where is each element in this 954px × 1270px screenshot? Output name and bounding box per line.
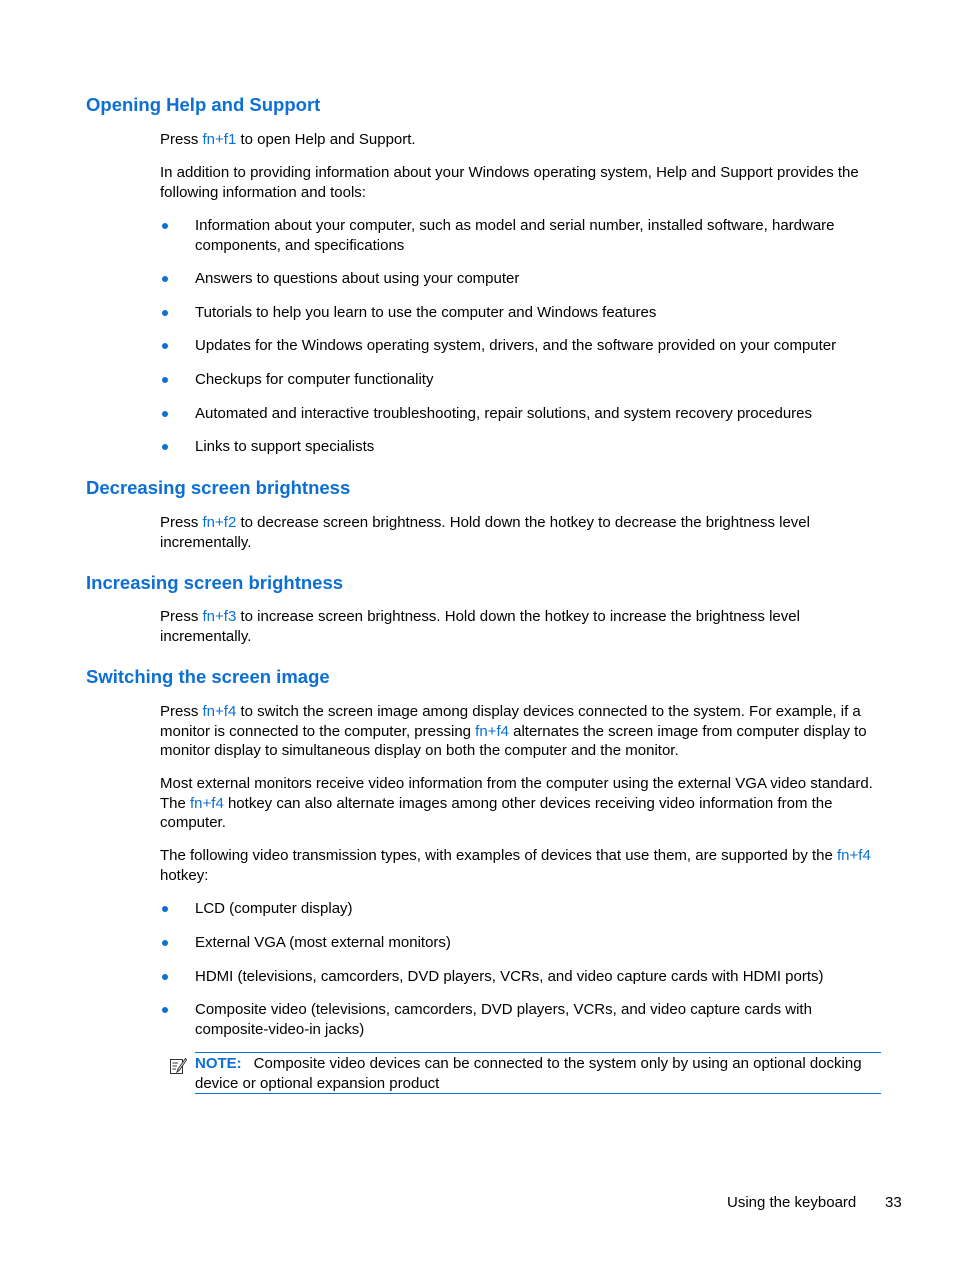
text: to increase screen brightness. Hold down the hotkey to increase the brightness level incrementally.: [160, 608, 800, 645]
help-support-intro: [160, 130, 884, 150]
list-item-text: Composite video (televisions, camcorders, DVD players, VCRs, and video capture cards with composite-video-in jacks): [195, 1001, 812, 1038]
bullet-dot-icon: [162, 411, 168, 417]
text: to open Help and Support.: [236, 131, 416, 148]
bullet-dot-icon: [162, 444, 168, 450]
list-item-text: LCD (computer display): [195, 900, 353, 917]
bullet-dot-icon: [162, 377, 168, 383]
section-heading-decrease-brightness: Decreasing screen brightness: [86, 477, 351, 498]
bullet-dot-icon: [162, 223, 168, 229]
bullet-dot-icon: [162, 940, 168, 946]
text: alternates the screen image from computer display to monitor display to simultaneous display on both the computer and the monitor.: [160, 722, 867, 759]
note-box: [195, 1052, 881, 1094]
text: to decrease screen brightness. Hold down the hotkey to decrease the brightness level incrementally.: [160, 514, 810, 551]
list-item-text: Updates for the Windows operating system, drivers, and the software provided on your computer: [195, 337, 837, 354]
hotkey-fn-f3: fn+f3: [202, 608, 237, 625]
text: Most external monitors receive video information from the computer using the external VGA video standard. The: [160, 775, 873, 812]
note-body: Composite video devices can be connected to the system only by using an optional docking device or optional expansion product: [195, 1055, 862, 1092]
hotkey-fn-f2: fn+f2: [202, 514, 237, 531]
note-label: NOTE:: [195, 1055, 242, 1072]
list-item-text: Links to support specialists: [195, 438, 375, 455]
list-item-text: Checkups for computer functionality: [195, 371, 434, 388]
text: hotkey:: [160, 866, 209, 884]
text: Press: [160, 131, 203, 148]
list-item-text: Tutorials to help you learn to use the computer and Windows features: [195, 304, 657, 321]
hotkey-fn-f1: fn+f1: [202, 131, 237, 148]
switch-screen-paragraph-2: [160, 774, 884, 833]
bullet-dot-icon: [162, 310, 168, 316]
section-heading-increase-brightness: Increasing screen brightness: [86, 572, 344, 593]
list-item-text: HDMI (televisions, camcorders, DVD players, VCRs, and video capture cards with HDMI ports): [195, 968, 824, 985]
switch-screen-paragraph-3: [160, 846, 884, 885]
bullet-dot-icon: [162, 1007, 168, 1013]
hotkey-fn-f4: fn+f4: [475, 722, 509, 740]
list-item-text: Answers to questions about using your computer: [195, 270, 520, 287]
page-number: 33: [885, 1194, 902, 1211]
bullet-dot-icon: [162, 906, 168, 912]
list-item-text: External VGA (most external monitors): [195, 934, 451, 951]
section-heading-switch-screen: Switching the screen image: [86, 666, 330, 687]
text: hotkey can also alternate images among other devices receiving video information from the computer.: [160, 794, 833, 831]
text: Press: [160, 703, 203, 720]
hotkey-fn-f4: fn+f4: [190, 794, 224, 812]
hotkey-fn-f4: fn+f4: [202, 703, 237, 720]
note-pencil-icon: [169, 1057, 187, 1075]
section-heading-help-support: Opening Help and Support: [86, 94, 321, 115]
decrease-brightness-paragraph: [160, 513, 884, 552]
text: The following video transmission types, with examples of devices that use them, are supported by the: [160, 847, 838, 864]
note-text: [195, 1054, 881, 1093]
hotkey-fn-f4: fn+f4: [837, 847, 871, 864]
help-support-paragraph: In addition to providing information about your Windows operating system, Help and Support provides the following information and tools:: [160, 164, 859, 201]
text: Press: [160, 514, 203, 531]
increase-brightness-paragraph: [160, 607, 884, 646]
bullet-dot-icon: [162, 343, 168, 349]
switch-screen-paragraph-1: [160, 702, 884, 761]
text: to switch the screen image among display devices connected to the system. For example, if a monitor is connected to the computer, pressing: [160, 703, 861, 740]
bullet-dot-icon: [162, 974, 168, 980]
bullet-dot-icon: [162, 276, 168, 282]
list-item-text: Automated and interactive troubleshooting, repair solutions, and system recovery procedures: [195, 405, 812, 422]
text: Press: [160, 608, 203, 625]
footer-chapter: Using the keyboard: [727, 1194, 857, 1211]
list-item-text: Information about your computer, such as model and serial number, installed software, hardware components, and specifications: [195, 217, 835, 254]
